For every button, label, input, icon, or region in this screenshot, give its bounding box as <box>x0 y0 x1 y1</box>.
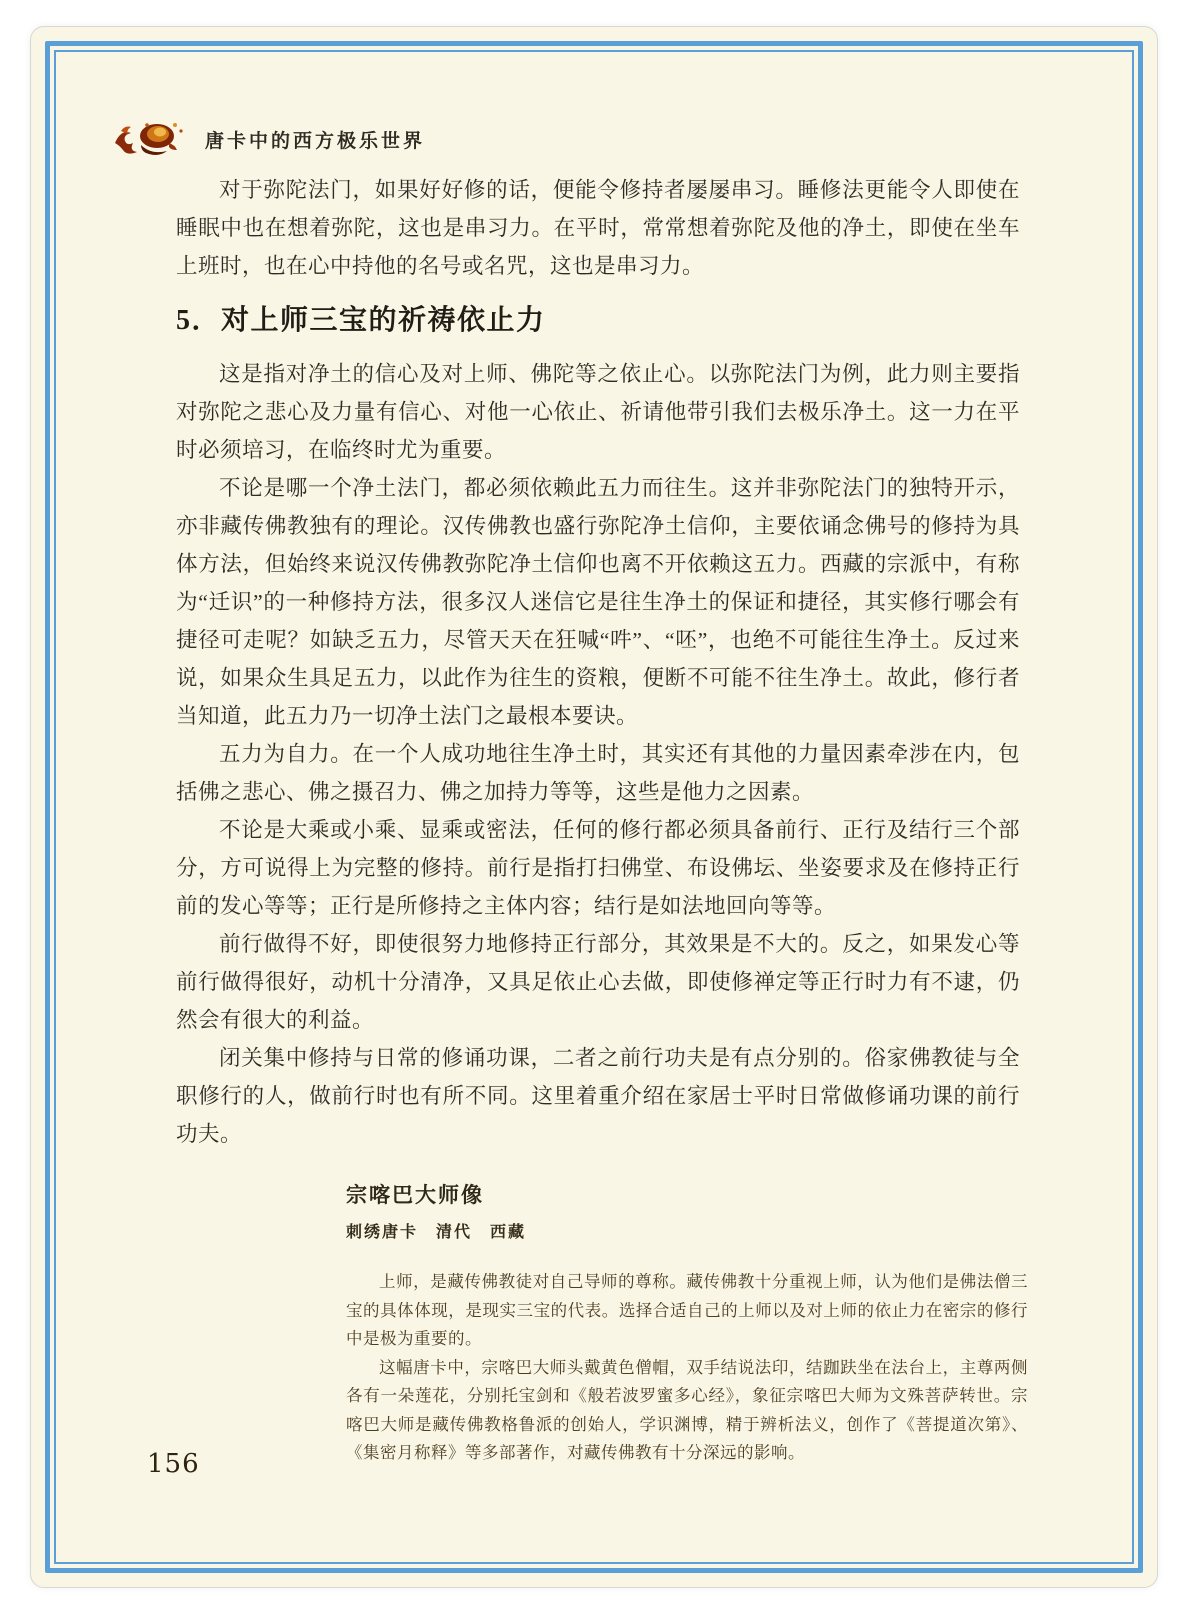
page-number: 156 <box>147 1449 200 1479</box>
page-card <box>30 26 1158 1588</box>
section-heading: 5．对上师三宝的祈祷依止力 <box>176 305 546 336</box>
figure-note: 上师，是藏传佛教徒对自己导师的尊称。藏传佛教十分重视上师，认为他们是佛法僧三宝的具体体现，是现实三宝的代表。选择合适自己的上师以及对上师的依止力在密宗的修行中是极为重要的。 <box>346 1272 1028 1348</box>
intro-paragraph: 对于弥陀法门，如果好好修的话，便能令修持者屡屡串习。睡修法更能令人即使在睡眠中也在想着弥陀，这也是串习力。在平时，常常想着弥陀及他的净土，即使在坐车上班时，也在心中持他的名号或名咒，这也是串习力。 <box>176 178 1020 278</box>
body-paragraph: 不论是哪一个净土法门，都必须依赖此五力而往生。这并非弥陀法门的独特开示，亦非藏传佛教独有的理论。汉传佛教也盛行弥陀净土信仰，主要依诵念佛号的修持为具体方法，但始终来说汉传佛教弥陀净土信仰也离不开依赖这五力。西藏的宗派中，有称为“迁识”的一种修持方法，很多汉人迷信它是往生净土的保证和捷径，其实修行哪会有捷径可走呢？如缺乏五力，尽管天天在狂喊“吽”、“呸”，也绝不可能往生净土。反过来说，如果众生具足五力，以此作为往生的资粮，便断不可能不往生净土。故此，修行者当知道，此五力乃一切净土法门之最根本要诀。 <box>176 476 1020 728</box>
book-title: 唐卡中的西方极乐世界 <box>205 130 426 152</box>
body-paragraph: 前行做得不好，即使很努力地修持正行部分，其效果是不大的。反之，如果发心等前行做得很好，动机十分清净，又具足依止心去做，即使修禅定等正行时力有不逮，仍然会有很大的利益。 <box>176 932 1020 1032</box>
figure-medium-line: 刺绣唐卡 清代 西藏 <box>346 1224 527 1241</box>
figure-note: 这幅唐卡中，宗喀巴大师头戴黄色僧帽，双手结说法印，结跏趺坐在法台上，主尊两侧各有一朵莲花，分别托宝剑和《般若波罗蜜多心经》，象征宗喀巴大师为文殊菩萨转世。宗喀巴大师是藏传佛教格鲁派的创始人，学识渊博，精于辨析法义，创作了《菩提道次第》、《集密月称释》等多部著作，对藏传佛教有十分深远的影响。 <box>346 1357 1028 1462</box>
figure-title: 宗喀巴大师像 <box>346 1184 484 1207</box>
running-header <box>111 117 425 161</box>
body-paragraph: 闭关集中修持与日常的修诵功课，二者之前行功夫是有点分别的。俗家佛教徒与全职修行的人，做前行时也有所不同。这里着重介绍在家居士平时日常做修诵功课的前行功夫。 <box>176 1046 1020 1146</box>
main-text-column <box>176 171 1020 1153</box>
dragon-flourish-icon <box>111 117 193 161</box>
body-paragraph: 五力为自力。在一个人成功地往生净土时，其实还有其他的力量因素牵涉在内，包括佛之悲心、佛之摄召力、佛之加持力等等，这些是他力之因素。 <box>176 742 1020 804</box>
body-paragraph: 这是指对净土的信心及对上师、佛陀等之依止心。以弥陀法门为例，此力则主要指对弥陀之悲心及力量有信心、对他一心依止、祈请他带引我们去极乐净土。这一力在平时必须培习，在临终时尤为重要。 <box>176 362 1020 462</box>
body-paragraph: 不论是大乘或小乘、显乘或密法，任何的修行都必须具备前行、正行及结行三个部分，方可说得上为完整的修持。前行是指打扫佛堂、布设佛坛、坐姿要求及在修持正行前的发心等等；正行是所修持之主体内容；结行是如法地回向等等。 <box>176 818 1020 918</box>
figure-notes <box>346 1268 1028 1468</box>
figure-caption <box>346 1179 1028 1468</box>
